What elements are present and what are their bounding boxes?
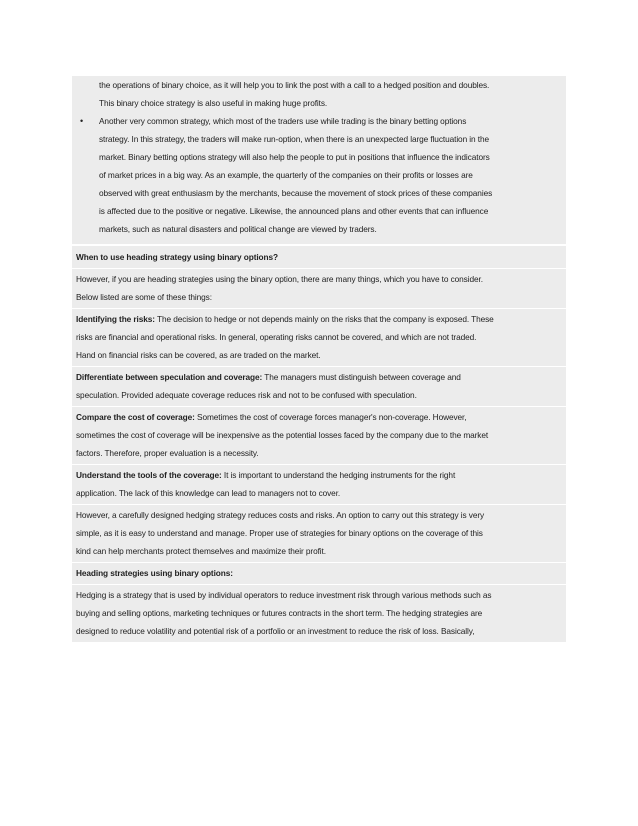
heading-when-to-use: When to use heading strategy using binary options? bbox=[76, 252, 278, 262]
careful-line-2: simple, as it is easy to understand and manage. Proper use of strategies for binary options on the coverage of this bbox=[76, 528, 483, 538]
intro-line-1: However, if you are heading strategies using the binary option, there are many things, which you have to consider. bbox=[76, 274, 483, 284]
careful-paragraph bbox=[72, 505, 566, 563]
speculation-line-2: speculation. Provided adequate coverage reduces risk and not to be confused with speculation. bbox=[76, 390, 417, 400]
hedging-line-3: designed to reduce volatility and potential risk of a portfolio or an investment to reduce the risk of loss. Basically, bbox=[76, 626, 475, 636]
speculation-label: Differentiate between speculation and coverage: bbox=[76, 372, 263, 382]
cost-label: Compare the cost of coverage: bbox=[76, 412, 195, 422]
document-sections bbox=[72, 246, 566, 643]
bullet-list-block bbox=[72, 76, 566, 244]
section-heading-when bbox=[72, 246, 566, 269]
cost-line-2: sometimes the cost of coverage will be inexpensive as the potential losses faced by the company due to the market bbox=[76, 430, 489, 440]
list-line-text: markets, such as natural disasters and political change are viewed by traders. bbox=[99, 224, 377, 234]
list-line bbox=[72, 76, 566, 94]
cost-line-3: factors. Therefore, proper evaluation is a necessity. bbox=[76, 448, 259, 458]
list-line-text: is affected due to the positive or negative. Likewise, the announced plans and other events that can influence bbox=[99, 206, 489, 216]
tools-label: Understand the tools of the coverage: bbox=[76, 470, 222, 480]
heading-strategies: Heading strategies using binary options: bbox=[76, 568, 233, 578]
section-heading-strategies bbox=[72, 563, 566, 585]
risks-line-3: Hand on financial risks can be covered, as are traded on the market. bbox=[76, 350, 321, 360]
risks-line-1 bbox=[76, 310, 566, 328]
list-line bbox=[72, 112, 566, 130]
risks-line-2: risks are financial and operational risks. In general, operating risks cannot be covered, and which are not traded. bbox=[76, 332, 477, 342]
list-line bbox=[72, 94, 566, 112]
list-line-text: the operations of binary choice, as it will help you to link the post with a call to a hedged position and doubles. bbox=[99, 80, 490, 90]
hedging-paragraph bbox=[72, 585, 566, 643]
hedging-line-1: Hedging is a strategy that is used by individual operators to reduce investment risk through various methods such as bbox=[76, 590, 492, 600]
list-line-text: Another very common strategy, which most of the traders use while trading is the binary betting options bbox=[99, 116, 467, 126]
list-line bbox=[72, 166, 566, 184]
cost-text-1: Sometimes the cost of coverage forces manager's non-coverage. However, bbox=[194, 412, 467, 422]
tools-text-1: It is important to understand the hedging instruments for the right bbox=[221, 470, 456, 480]
careful-line-1: However, a carefully designed hedging strategy reduces costs and risks. An option to carry out this strategy is very bbox=[76, 510, 485, 520]
list-line bbox=[72, 184, 566, 202]
hedging-line-2: buying and selling options, marketing techniques or futures contracts in the short term. The hedging strategies are bbox=[76, 608, 483, 618]
intro-line-2: Below listed are some of these things: bbox=[76, 292, 212, 302]
list-line-text: strategy. In this strategy, the traders will make run-option, when there is an unexpected large fluctuation in the bbox=[99, 134, 489, 144]
risks-label: Identifying the risks: bbox=[76, 314, 155, 324]
list-line-text: of market prices in a big way. As an example, the quarterly of the companies on their profits or losses are bbox=[99, 170, 473, 180]
list-line-text: This binary choice strategy is also useful in making huge profits. bbox=[99, 98, 328, 108]
speculation-text-1: The managers must distinguish between coverage and bbox=[262, 372, 461, 382]
speculation-line-1 bbox=[76, 368, 566, 386]
careful-line-3: kind can help merchants protect themselves and maximize their profit. bbox=[76, 546, 326, 556]
list-line bbox=[72, 130, 566, 148]
speculation-paragraph bbox=[72, 367, 566, 407]
tools-paragraph bbox=[72, 465, 566, 505]
list-line bbox=[72, 220, 566, 238]
list-line-text: observed with great enthusiasm by the merchants, because the movement of stock prices of these companies bbox=[99, 188, 493, 198]
risks-text-1: The decision to hedge or not depends mainly on the risks that the company is exposed. These bbox=[154, 314, 494, 324]
cost-paragraph bbox=[72, 407, 566, 465]
bullet-icon: • bbox=[80, 116, 84, 126]
list-line bbox=[72, 148, 566, 166]
tools-line-2: application. The lack of this knowledge can lead to managers not to cover. bbox=[76, 488, 341, 498]
risks-paragraph bbox=[72, 309, 566, 367]
tools-line-1 bbox=[76, 466, 566, 484]
list-line bbox=[72, 202, 566, 220]
cost-line-1 bbox=[76, 408, 566, 426]
list-line-text: market. Binary betting options strategy will also help the people to put in positions that influence the indicators bbox=[99, 152, 490, 162]
intro-paragraph bbox=[72, 269, 566, 309]
